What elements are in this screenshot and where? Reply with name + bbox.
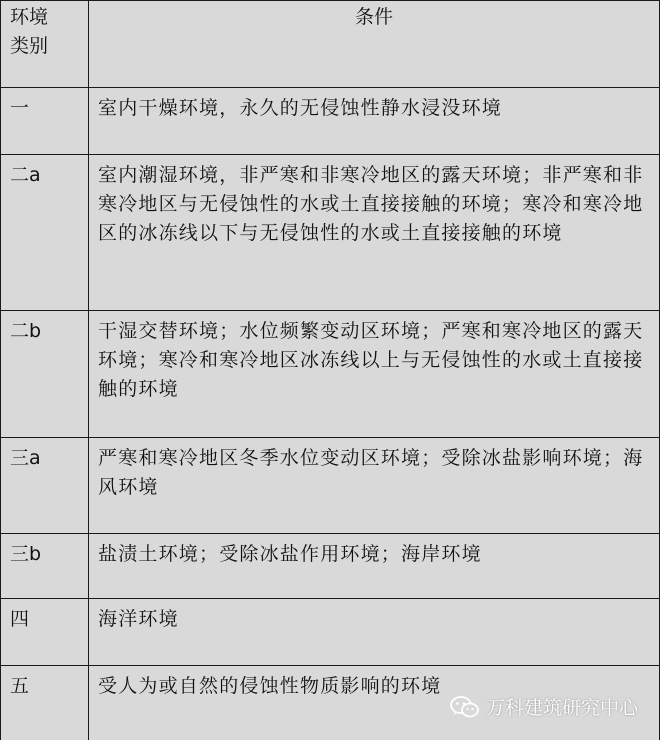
condition-text: 受人为或自然的侵蚀性物质影响的环境 xyxy=(98,675,442,697)
table-row xyxy=(1,88,660,155)
table-row xyxy=(1,311,660,438)
category-label: 二a xyxy=(10,164,41,186)
category-cell xyxy=(1,599,89,666)
category-cell xyxy=(1,438,89,534)
condition-text: 室内潮湿环境，非严寒和非寒冷地区的露天环境；非严寒和非寒冷地区与无侵蚀性的水或土直接接触的环境；寒冷和寒冷地区的冰冻线以下与无侵蚀性的水或土直接接触的环境 xyxy=(98,164,644,244)
category-cell xyxy=(1,88,89,155)
condition-cell xyxy=(89,311,660,438)
watermark xyxy=(450,693,638,720)
category-label: 三a xyxy=(10,447,41,469)
category-cell xyxy=(1,534,89,599)
header-category-label: 环境 类别 xyxy=(10,6,49,57)
category-label: 一 xyxy=(10,97,30,119)
header-category xyxy=(1,1,89,88)
condition-cell xyxy=(89,534,660,599)
condition-text: 室内干燥环境，永久的无侵蚀性静水浸没环境 xyxy=(98,97,503,119)
condition-cell xyxy=(89,438,660,534)
category-cell xyxy=(1,666,89,740)
table-row xyxy=(1,534,660,599)
condition-text: 海洋环境 xyxy=(98,608,179,630)
table-header-row xyxy=(1,1,660,88)
category-label: 四 xyxy=(10,608,30,630)
header-condition-label: 条件 xyxy=(354,6,393,28)
condition-text: 盐渍土环境；受除冰盐作用环境；海岸环境 xyxy=(98,543,482,565)
category-cell xyxy=(1,155,89,311)
condition-cell xyxy=(89,155,660,311)
table-row xyxy=(1,155,660,311)
category-cell xyxy=(1,311,89,438)
category-label: 三b xyxy=(10,543,42,565)
category-label: 五 xyxy=(10,675,30,697)
category-label: 二b xyxy=(10,320,42,342)
condition-cell xyxy=(89,88,660,155)
header-condition xyxy=(89,1,660,88)
watermark-text: 万科建筑研究中心 xyxy=(485,697,638,719)
condition-text: 严寒和寒冷地区冬季水位变动区环境；受除冰盐影响环境；海风环境 xyxy=(98,447,644,498)
table-row xyxy=(1,438,660,534)
wechat-icon xyxy=(450,695,480,719)
condition-cell xyxy=(89,599,660,666)
condition-text: 干湿交替环境；水位频繁变动区环境；严寒和寒冷地区的露天环境；寒冷和寒冷地区冰冻线以上与无侵蚀性的水或土直接接触的环境 xyxy=(98,320,644,400)
table-row xyxy=(1,599,660,666)
